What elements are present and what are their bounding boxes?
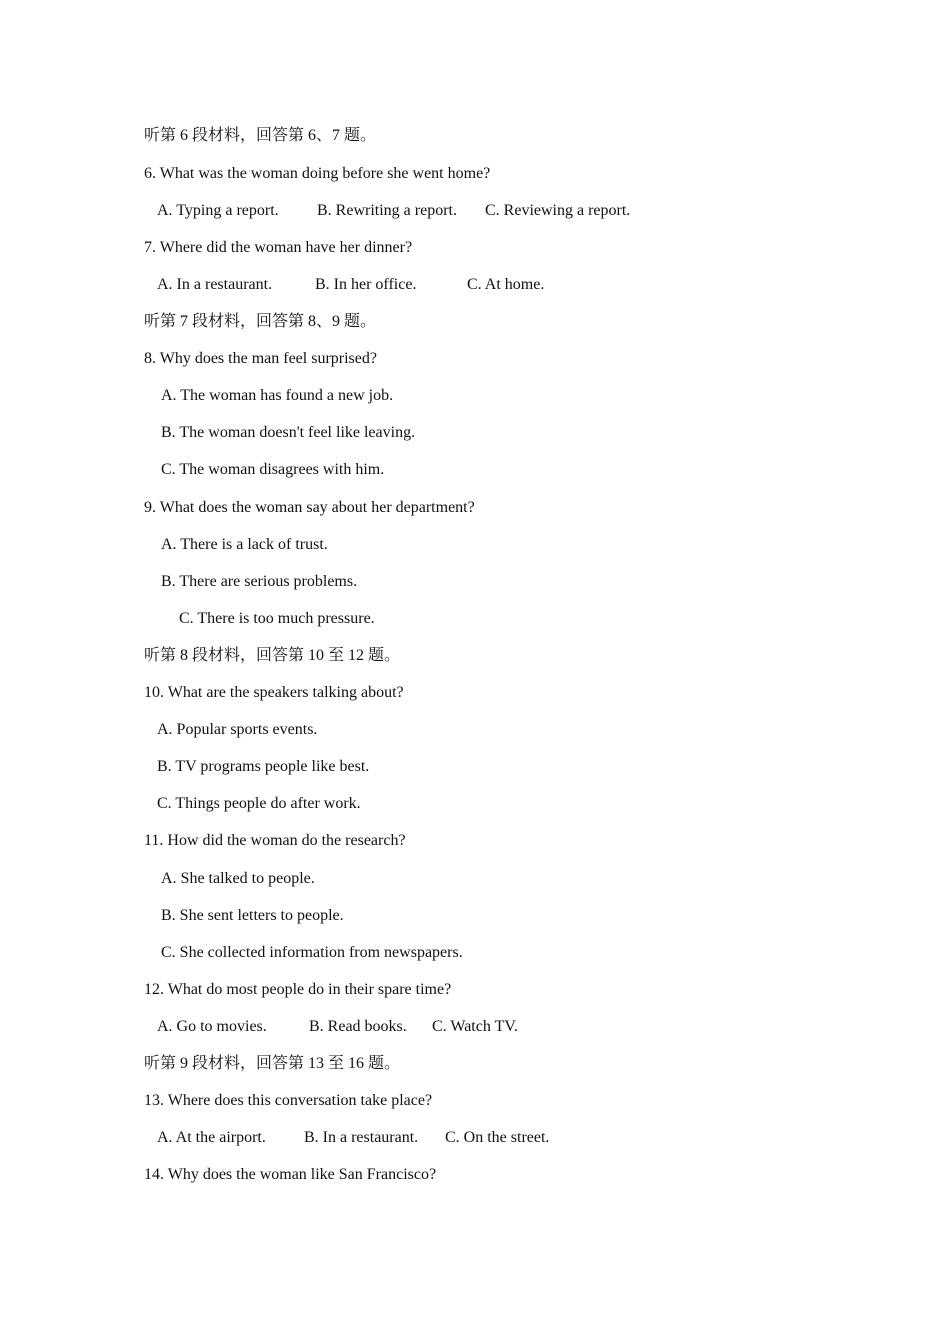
option-text: B. Read books.	[309, 1018, 407, 1035]
option-text: A. Go to movies.	[157, 1018, 267, 1035]
question-text: 10. What are the speakers talking about?	[144, 684, 404, 701]
section-heading: 听第 9 段材料，回答第 13 至 16 题。	[144, 1055, 401, 1072]
section-heading: 听第 7 段材料，回答第 8、9 题。	[144, 313, 377, 330]
question-text: 11. How did the woman do the research?	[144, 832, 406, 849]
option-text: A. Popular sports events.	[157, 721, 318, 738]
question-text: 12. What do most people do in their spare time?	[144, 981, 452, 998]
question-text: 9. What does the woman say about her department?	[144, 499, 475, 516]
question-text: 7. Where did the woman have her dinner?	[144, 239, 413, 256]
section-heading: 听第 6 段材料，回答第 6、7 题。	[144, 127, 377, 144]
option-text: C. The woman disagrees with him.	[161, 461, 385, 478]
option-text: B. In a restaurant.	[304, 1129, 419, 1146]
question-text: 8. Why does the man feel surprised?	[144, 350, 377, 367]
option-text: A. The woman has found a new job.	[161, 387, 394, 404]
question-text: 13. Where does this conversation take place?	[144, 1092, 433, 1109]
option-text: B. TV programs people like best.	[157, 758, 370, 775]
option-text: C. She collected information from newspapers.	[161, 944, 463, 961]
option-text: A. She talked to people.	[161, 870, 315, 887]
option-text: B. Rewriting a report.	[317, 202, 457, 219]
option-text: A. There is a lack of trust.	[161, 536, 328, 553]
question-text: 6. What was the woman doing before she went home?	[144, 165, 491, 182]
option-text: C. There is too much pressure.	[179, 610, 375, 627]
option-text: B. She sent letters to people.	[161, 907, 344, 924]
option-text: B. In her office.	[315, 276, 417, 293]
option-text: B. The woman doesn't feel like leaving.	[161, 424, 416, 441]
option-text: B. There are serious problems.	[161, 573, 358, 590]
option-text: A. Typing a report.	[157, 202, 279, 219]
section-heading: 听第 8 段材料，回答第 10 至 12 题。	[144, 647, 401, 664]
question-text: 14. Why does the woman like San Francisco?	[144, 1166, 437, 1183]
option-text: A. In a restaurant.	[157, 276, 273, 293]
option-text: C. Things people do after work.	[157, 795, 361, 812]
option-text: C. Reviewing a report.	[485, 202, 631, 219]
option-text: C. On the street.	[445, 1129, 550, 1146]
option-text: A. At the airport.	[157, 1129, 266, 1146]
option-text: C. At home.	[467, 276, 545, 293]
option-text: C. Watch TV.	[432, 1018, 518, 1035]
